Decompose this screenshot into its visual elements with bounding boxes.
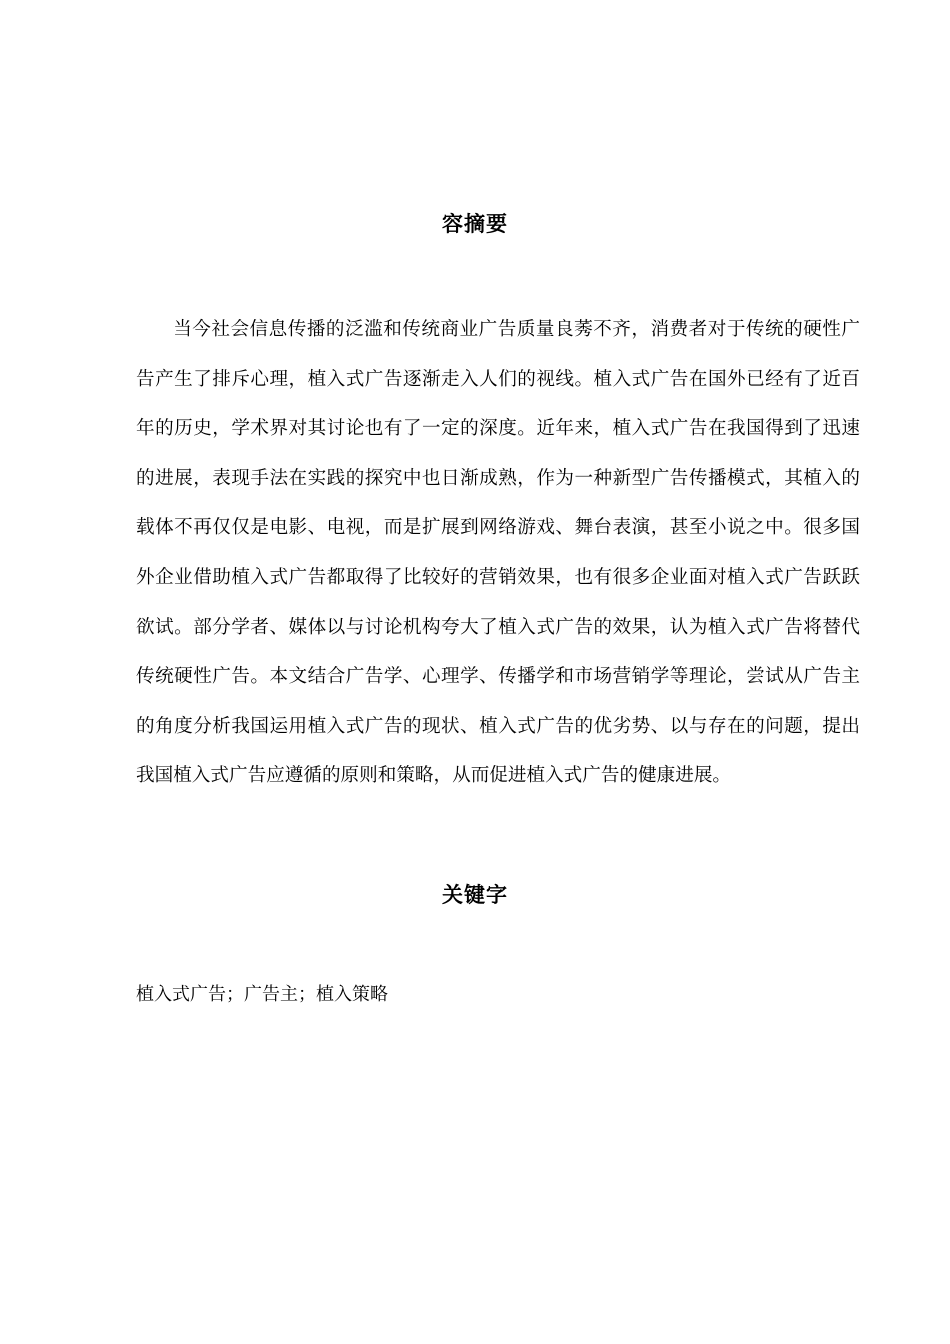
abstract-paragraph: 当今社会信息传播的泛滥和传统商业广告质量良莠不齐，消费者对于传统的硬性广告产生了排斥心理，植入式广告逐渐走入人们的视线。植入式广告在国外已经有了近百年的历史，学术界对其讨论也有了一定的深度。近年来，植入式广告在我国得到了迅速的进展，表现手法在实践的探究中也日渐成熟，作为一种新型广告传播模式，其植入的载体不再仅仅是电影、电视，而是扩展到网络游戏、舞台表演，甚至小说之中。很多国外企业借助植入式广告都取得了比较好的营销效果，也有很多企业面对植入式广告跃跃欲试。部分学者、媒体以与讨论机构夸大了植入式广告的效果，认为植入式广告将替代传统硬性广告。本文结合广告学、心理学、传播学和市场营销学等理论，尝试从广告主的角度分析我国运用植入式广告的现状、植入式广告的优劣势、以与存在的问题，提出我国植入式广告应遵循的原则和策略，从而促进植入式广告的健康进展。	[136, 319, 860, 787]
keywords-heading: 关键字	[442, 883, 508, 907]
abstract-heading: 容摘要	[442, 212, 508, 236]
keywords-text: 植入式广告；广告主；植入策略	[136, 984, 388, 1005]
